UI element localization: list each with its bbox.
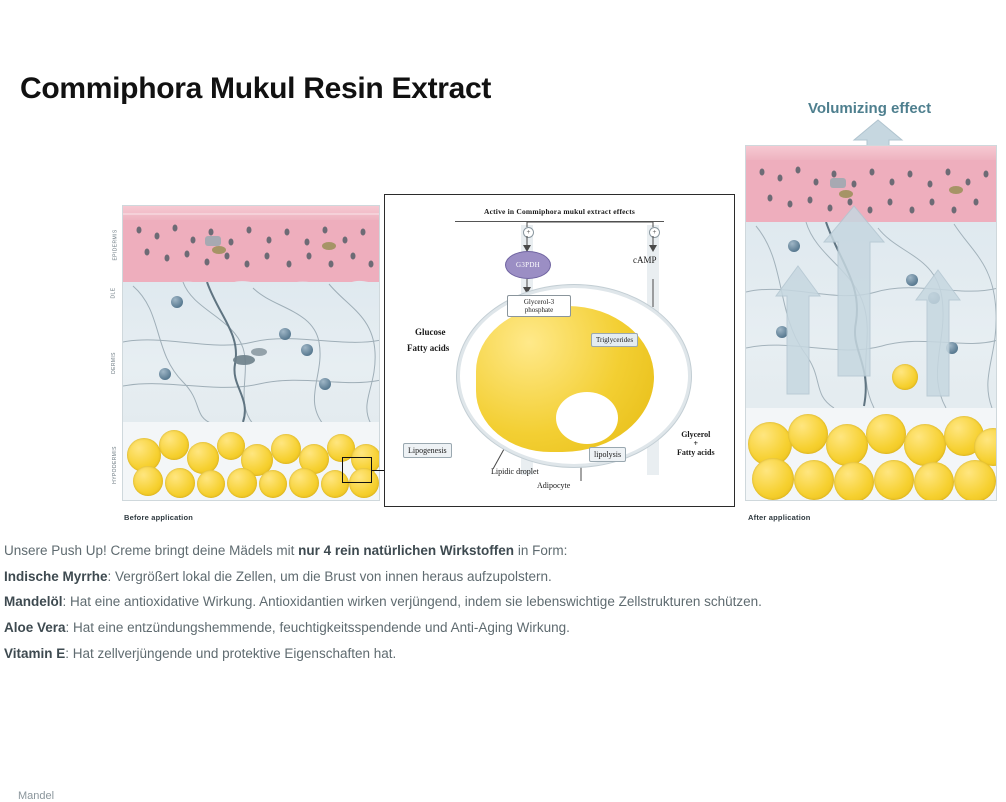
ingredient-desc: : Vergrößert lokal die Zellen, um die Brust von innen heraus aufzupolstern. — [107, 568, 552, 584]
skin-cross-section-after — [745, 145, 997, 501]
ingredient-row — [4, 564, 984, 590]
mechanism-panel — [384, 194, 735, 507]
ingredients-text-block — [4, 538, 984, 666]
dermis-cell — [928, 292, 940, 304]
dermis-cell — [301, 344, 313, 356]
glycerol-label: Glycerol — [681, 430, 711, 439]
dermis-layer — [123, 282, 379, 422]
dermis-layer — [746, 222, 996, 422]
node-glycerol-3-phosphate — [507, 295, 571, 317]
hypodermis-layer — [123, 422, 379, 500]
epidermis-nuclei — [746, 146, 997, 234]
before-caption: Before application — [124, 513, 194, 522]
node-glycerol-fatty-acids — [677, 431, 715, 457]
intro-bold: nur 4 rein natürlichen Wirkstoffen — [298, 543, 515, 558]
ingredient-row — [4, 615, 984, 641]
node-lipogenesis: Lipogenesis — [403, 443, 452, 458]
label-fatty-acids: Fatty acids — [407, 343, 450, 353]
plus-sign-right: + — [649, 227, 660, 238]
node-camp: cAMP — [633, 255, 657, 265]
fatty-acids-label: Fatty acids — [677, 447, 715, 457]
intro-after: in Form: — [514, 543, 568, 558]
dermis-cell — [159, 368, 171, 380]
plus-sign-left: + — [523, 227, 534, 238]
mechanism-figure — [0, 40, 1006, 522]
ingredient-term: Aloe Vera — [4, 619, 66, 635]
zoom-callout-box — [342, 457, 372, 483]
axis-label-dermis: DERMIS — [110, 352, 117, 374]
ingredient-term: Indische Myrrhe — [4, 568, 108, 584]
dermis-fiber-network — [746, 222, 997, 408]
label-adipocyte: Adipocyte — [537, 481, 571, 490]
ingredient-desc: : Hat eine entzündungshemmende, feuchtigkeitsspendende und Anti-Aging Wirkung. — [65, 619, 570, 635]
ingredient-term: Mandelöl — [4, 594, 63, 610]
node-glycerol-3-phosphate-line2: phosphate — [524, 306, 554, 315]
intro-before: Unsere Push Up! Creme bringt deine Mädels mit — [4, 543, 299, 558]
ingredient-desc: : Hat eine antioxidative Wirkung. Antioxidantien wirken verjüngend, indem sie lebenswichtige Zellstrukturen schützen. — [62, 594, 762, 610]
plus-label: + — [693, 438, 699, 448]
hypodermis-layer — [746, 408, 996, 500]
dermis-cell — [946, 342, 958, 354]
page-title: Commiphora Mukul Resin Extract — [20, 72, 492, 105]
node-triglycerides: Triglycerides — [591, 333, 638, 347]
node-glycerol-3-phosphate-line1: Glycerol-3 — [523, 298, 555, 306]
adipocyte-cell — [457, 285, 691, 467]
after-caption: After application — [748, 513, 811, 522]
axis-label-epidermis: EPIDERMIS — [112, 229, 119, 261]
intro-line — [4, 538, 984, 564]
ingredient-row — [4, 641, 984, 667]
dermis-cell — [319, 378, 331, 390]
volumizing-effect-label: Volumizing effect — [808, 100, 932, 117]
lipid-droplet-notch — [556, 392, 618, 444]
mechanism-panel-title: Active in Commiphora mukul extract effects — [483, 207, 636, 216]
ingredient-term: Vitamin E — [4, 645, 66, 661]
dermis-fiber-network — [123, 282, 380, 424]
axis-label-dle: DLE — [110, 287, 117, 299]
dermis-cell — [776, 326, 788, 338]
label-glucose: Glucose — [415, 327, 446, 337]
dermis-cell — [788, 240, 800, 252]
epidermis-nuclei — [123, 206, 380, 282]
title-underline — [455, 221, 664, 222]
zoom-callout-line — [372, 470, 384, 471]
bottom-partial-text: Mandel — [18, 790, 55, 802]
enlarged-fat-cell — [892, 364, 918, 390]
label-lipidic-droplet: Lipidic droplet — [491, 467, 539, 476]
dermis-cell — [279, 328, 291, 340]
axis-label-hypodermis: HYPODERMIS — [111, 446, 118, 484]
node-lipolysis: lipolysis — [589, 447, 626, 462]
dermis-cell — [171, 296, 183, 308]
ingredient-desc: : Hat zellverjüngende und protektive Eigenschaften hat. — [65, 645, 397, 661]
ingredient-row — [4, 589, 984, 615]
node-g3pdh: G3PDH — [505, 251, 551, 279]
dermis-cell — [906, 274, 918, 286]
